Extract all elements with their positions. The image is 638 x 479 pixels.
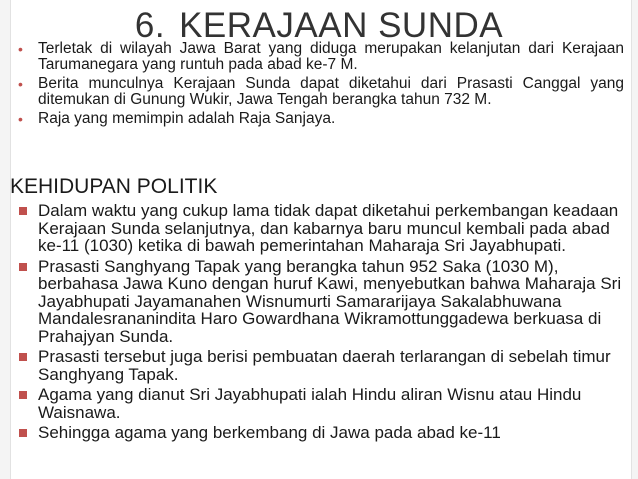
list-item-text: Prasasti Sanghyang Tapak yang berangka tahun 952 Saka (1030 M), berbahasa Jawa Kuno dengan huruf Kawi, menyebutkan bahwa Maharaja Sri Jayabhupati Jayamanahen Wisnumurti Samararijaya Sakalabhuwana Mandalesrananindita Haro Gowardhana Wikramottunggadewa berkuasa di Prahajyan Sunda. <box>38 256 622 346</box>
list-item <box>14 41 624 73</box>
list-item <box>14 386 624 421</box>
list-item-text: Berita munculnya Kerajaan Sunda dapat diketahui dari Prasasti Canggal yang ditemukan di Gunung Wukir, Jawa Tengah berangka tahun 732 M. <box>38 75 624 108</box>
left-rail <box>0 0 11 479</box>
list-item <box>14 76 624 108</box>
list-item <box>14 202 624 255</box>
bullet-icon: • <box>18 41 23 57</box>
list-item <box>14 348 624 383</box>
list-item-text: Agama yang dianut Sri Jayabhupati ialah Hindu aliran Wisnu atau Hindu Waisnawa. <box>38 385 582 422</box>
square-bullet-icon <box>19 263 27 271</box>
bullet-icon: • <box>18 76 23 92</box>
list-item-text: Sehingga agama yang berkembang di Jawa pada abad ke-11 <box>38 423 501 442</box>
politik-list <box>14 202 624 445</box>
list-item <box>14 111 624 127</box>
slide-title-text: KERAJAAN SUNDA <box>179 6 504 45</box>
list-item-text: Raja yang memimpin adalah Raja Sanjaya. <box>38 110 336 127</box>
list-item-text: Terletak di wilayah Jawa Barat yang diduga merupakan kelanjutan dari Kerajaan Tarumanegara yang runtuh pada abad ke-7 M. <box>38 40 624 73</box>
right-rail <box>631 0 638 479</box>
list-item <box>14 258 624 346</box>
square-bullet-icon <box>19 207 27 215</box>
square-bullet-icon <box>19 429 27 437</box>
list-item-text: Dalam waktu yang cukup lama tidak dapat diketahui perkembangan keadaan Kerajaan Sunda selanjutnya, dan kabarnya baru muncul kembali pada abad ke-11 (1030) ketika di bawah pemerintahan Maharaja Sri Jayabhupati. <box>38 201 619 255</box>
intro-list <box>14 41 624 130</box>
bullet-icon: • <box>18 111 23 127</box>
list-item-text: Prasasti tersebut juga berisi pembuatan daerah terlarangan di sebelah timur Sanghyang Tapak. <box>38 347 611 384</box>
square-bullet-icon <box>19 391 27 399</box>
list-item <box>14 424 624 442</box>
section-heading: KEHIDUPAN POLITIK <box>10 175 218 198</box>
square-bullet-icon <box>19 353 27 361</box>
slide-title-number: 6. <box>134 6 166 45</box>
